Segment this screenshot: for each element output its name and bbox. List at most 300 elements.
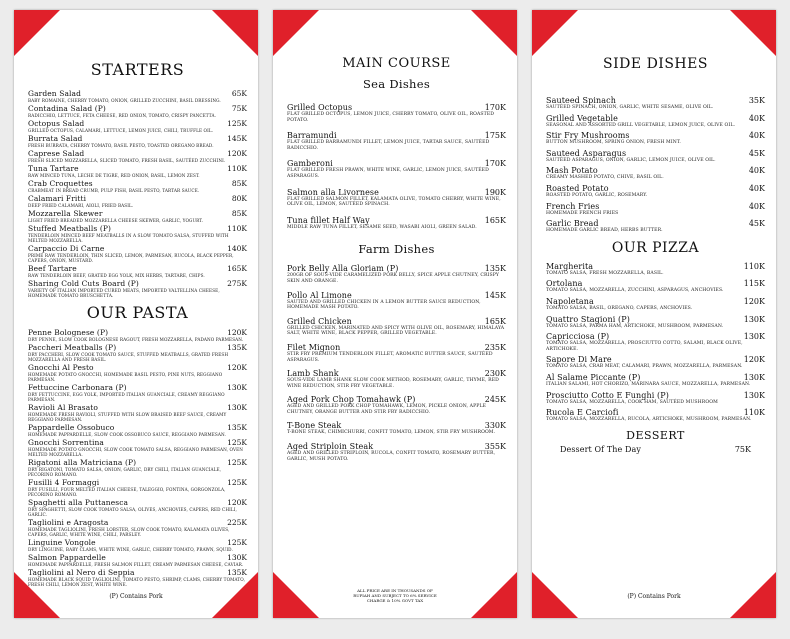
menu-item (28, 164, 247, 178)
pizza-list (546, 262, 765, 423)
menu-item-description: FLAT GRILLED OCTOPUS, LEMON JUICE, CHERRY TOMATO, OLIVE OIL, ROASTED POTATO. (287, 112, 495, 123)
menu-item-name: Aged Pork Chop Tomahawk (P) (287, 395, 416, 405)
menu-item-price: 40K (748, 113, 765, 123)
menu-item-row (287, 291, 506, 300)
menu-item-description: ITALIAN SALAMI, HOT CHORIZO, MARINARA SAUCE, MOZZARELLA, PARMESAN. (546, 381, 751, 387)
menu-item-row (546, 219, 765, 228)
menu-item-price: 40K (748, 201, 765, 211)
menu-item (28, 104, 247, 118)
menu-item-description: CREAMY MASHED POTATO, CHIVE, BASIL OIL. (546, 175, 664, 181)
menu-item-price: 120K (743, 355, 765, 365)
menu-item-description: RAW MINCED TUNA, LECHE DE TIGRE, RED ONION, BASIL, LEMON ZEST. (28, 173, 200, 178)
menu-item-description: HOMEMADE PAPPARDELLE, SLOW COOK OSSOBUCO SAUCE, REGGIANO PARMESAN. (28, 432, 226, 437)
menu-item-description: TOMATO SALSA, PARMA HAM, ARTICHOKE, MUSHROOM, PARMESAN. (546, 323, 724, 329)
menu-item-price: 165K (484, 316, 506, 326)
menu-item (28, 89, 247, 103)
menu-item-name: Sauteed Asparagus (546, 148, 627, 158)
menu-item-description: FLAT GRILLED FRESH PRAWN, WHITE WINE, GARLIC, LEMON JUICE, SAUTÉED ASPARAGUS. (287, 168, 489, 179)
menu-item-price: 225K (227, 518, 247, 527)
menu-item-row (28, 89, 247, 98)
menu-item-description: DRY FUSILLI, FOUR MELTED ITALIAN CHEESE, TALEGGIO, FONTINA, GORGONZOLA, PECORINO ROMANO. (28, 487, 226, 497)
menu-item-row (28, 104, 247, 113)
dessert-name: Dessert Of The Day (560, 444, 642, 454)
menu-item-row (546, 262, 765, 271)
menu-item-price: 165K (227, 264, 247, 273)
menu-item-price: 130K (227, 383, 247, 392)
menu-item-row (28, 343, 247, 352)
menu-item-price: 330K (484, 421, 506, 431)
menu-item-price: 110K (743, 261, 765, 271)
menu-item-name: Mash Potato (546, 166, 598, 176)
red-corner-decoration (273, 10, 319, 56)
menu-item-row (28, 438, 247, 447)
menu-item (287, 291, 506, 311)
menu-item-description: FLAT GRILLED BARRAMUNDI FILLET, LEMON JUICE, TARTAR SAUCE, SAUTÉED RADICCHIO. (287, 140, 490, 151)
menu-item-description: TOMATO SALSA, MOZZARELLA, PROSCIUTTO COTTO, SALAMI, BLACK OLIVE, ARTICHOKE. (546, 341, 743, 352)
menu-item-price: 120K (227, 363, 247, 372)
menu-item-description: SOUS-VIDE LAMB SHANK SLOW COOK METHOD, ROSEMARY, GARLIC, THYME, RED WINE REDUCTION, STIR FRY VEGETABLE. (287, 378, 499, 389)
menu-item-row (28, 498, 247, 507)
menu-item (28, 363, 247, 382)
menu-item-name: Octopus Salad (28, 119, 85, 128)
menu-item-price: 110K (743, 408, 765, 418)
menu-item-price: 355K (484, 442, 506, 452)
menu-item-description: FLAT GRILLED SALMON FILLET, KALAMATA OLIVE, TOMATO CHERRY, WHITE WINE, OLIVE OIL, LEMON, SAUTÉED SPINACH. (287, 196, 501, 208)
menu-item-name: Prosciutto Cotto E Funghi (P) (546, 390, 669, 400)
menu-item-name: Paccheri Meatballs (P) (28, 343, 117, 352)
menu-item-price: 170K (484, 159, 506, 169)
starters-list (28, 89, 247, 298)
pork-note: (P) Contains Pork (627, 593, 681, 600)
menu-item-name: Pork Belly Alla Gloriam (P) (287, 264, 399, 274)
menu-item-price: 125K (227, 119, 247, 128)
pork-note: (P) Contains Pork (109, 593, 163, 600)
farm-dishes-list (287, 264, 506, 462)
menu-item-name: Sapore Di Mare (546, 355, 612, 365)
menu-item-name: Grilled Octopus (287, 103, 353, 112)
menu-item-description: BABY ROMAINE, CHERRY TOMATO, ONION, GRILLED ZUCCHINI, BASIL DRESSING. (28, 98, 221, 103)
menu-item (546, 391, 765, 406)
menu-item (287, 103, 506, 123)
section-title-side-dishes: SIDE DISHES (603, 56, 708, 72)
menu-item-row (28, 568, 247, 577)
menu-item-description: AGED AND GRILLED STRIPLOIN, RUCOLA, CONFIT TOMATO, ROSEMARY BUTTER, GARLIC, MUSH POTATO. (287, 451, 496, 462)
red-corner-decoration (532, 10, 578, 56)
menu-item-row (28, 209, 247, 218)
menu-item-description: TOMATO SALSA, MOZZARELLA, COOK HAM, SAUTÉED MUSHROOM (546, 399, 718, 405)
menu-item-row (546, 315, 765, 324)
menu-item-description: DRY PENNE, SLOW COOK BOLOGNESE RAGOUT, FRESH MOZZARELLA, PADANO PARMESAN. (28, 337, 244, 342)
menu-item-name: Salmon alla Livornese (287, 187, 379, 197)
menu-item-description: MIDDLE RAW TUNA FILLET, SESAME SEED, WASABI AIOLI, GREEN SALAD. (287, 224, 477, 230)
menu-item (546, 315, 765, 330)
menu-item-name: Aged Striploin Steak (287, 442, 374, 452)
menu-item-name: Napoletana (546, 296, 594, 306)
menu-item-row (287, 188, 506, 197)
menu-item (28, 119, 247, 133)
menu-item-row (28, 423, 247, 432)
subsection-title-farm: Farm Dishes (358, 242, 435, 257)
menu-item (546, 114, 765, 129)
menu-item-row (28, 328, 247, 337)
menu-item-name: Salmon Pappardelle (28, 553, 106, 562)
menu-item-row (28, 194, 247, 203)
menu-item-row (546, 297, 765, 306)
menu-item (287, 264, 506, 284)
menu-item-row (546, 332, 765, 341)
menu-item-name: Tagliolini al Nero di Seppia (28, 568, 135, 577)
menu-item (28, 343, 247, 362)
menu-item-row (546, 202, 765, 211)
red-corner-decoration (471, 10, 517, 56)
menu-item-description: HOMEMADE FRESH RAVIOLI, STUFFED WITH SLOW BRAISED BEEF SAUCE, CREAMY REGGIANO PARMESAN. (28, 412, 227, 422)
side-dishes-list (546, 96, 765, 234)
menu-item-name: T-Bone Steak (287, 421, 342, 431)
menu-item-price: 40K (748, 131, 765, 141)
menu-item (28, 478, 247, 497)
menu-item-name: Tagliolini e Aragosta (28, 518, 109, 527)
menu-item-row (28, 383, 247, 392)
menu-item-description: TOMATO SALSA, MOZZARELLA, ZUCCHINI, ASPARAGUS, ANCHOVIES. (546, 288, 724, 294)
menu-item-description: ROASTED POTATO, GARLIC, ROSEMARY. (546, 192, 648, 198)
menu-item-name: Stir Fry Mushrooms (546, 131, 630, 141)
menu-item-price: 65K (231, 89, 247, 98)
menu-item (287, 343, 506, 363)
menu-item-name: Calamari Fritti (28, 194, 87, 203)
menu-item-description: DRY PACCHERI, SLOW COOK TOMATO SAUCE, STUFFED MEATBALLS, GRATED FRESH MOZZARELLA AND FRESH BASIL. (28, 352, 229, 362)
menu-item-description: SAUTÉED ASPARAGUS, ONION, GARLIC, LEMON JUICE, OLIVE OIL. (546, 157, 716, 163)
menu-item-price: 230K (484, 369, 506, 379)
section-title-dessert: DESSERT (626, 428, 685, 442)
menu-item-name: Fusilli 4 Formaggi (28, 478, 100, 487)
menu-item (287, 188, 506, 208)
menu-item (546, 355, 765, 370)
menu-item (28, 328, 247, 342)
menu-item-row (546, 408, 765, 417)
menu-item-price: 135K (227, 568, 247, 577)
menu-item (28, 244, 247, 263)
menu-item-name: Pollo Al Limone (287, 290, 352, 300)
sea-dishes-list (287, 103, 506, 230)
menu-item-row (28, 224, 247, 233)
menu-item-price: 125K (227, 438, 247, 447)
menu-item (28, 498, 247, 517)
menu-item-name: Spaghetti alla Puttanesca (28, 498, 129, 507)
menu-item-price: 275K (227, 279, 247, 288)
menu-item-name: Barramundi (287, 131, 337, 141)
menu-item-description: VARIETY OF ITALIAN IMPORTED CURED MEATS, IMPORTED VALTELLINA CHEESE, HOMEMADE TOMATO BRUSCHETTA. (28, 288, 220, 298)
menu-item-name: Grilled Vegetable (546, 113, 619, 123)
menu-item-name: Al Salame Piccante (P) (546, 372, 641, 382)
menu-item-row (287, 131, 506, 140)
menu-item-price: 80K (231, 194, 247, 203)
menu-item-row (546, 355, 765, 364)
menu-item-name: French Fries (546, 201, 600, 211)
menu-item (287, 442, 506, 462)
menu-panel-starters-pasta (14, 10, 258, 618)
menu-item-row (546, 149, 765, 158)
menu-item-description: HOMEMADE POTATO GNOCCHI, HOMEMADE BASIL PESTO, PINE NUTS, REGGIANO PARMESAN. (28, 372, 223, 382)
menu-item-row (28, 164, 247, 173)
menu-item-price: 130K (743, 372, 765, 382)
menu-item (546, 96, 765, 111)
menu-item-row (28, 363, 247, 372)
menu-item-name: Gnocchi Sorrentina (28, 438, 104, 447)
menu-item-row (287, 103, 506, 112)
menu-item-description: TENDERLOIN MINCED BEEF MEATBALLS IN A SLOW TOMATO SALSA, STUFFED WITH MELTED MOZZARELLA. (28, 233, 229, 243)
menu-item (28, 458, 247, 477)
menu-item-price: 120K (743, 296, 765, 306)
menu-item (546, 184, 765, 199)
menu-item-row (28, 478, 247, 487)
menu-item-row (287, 264, 506, 273)
menu-item-name: Capricciosa (P) (546, 332, 610, 342)
menu-item-price: 190K (484, 187, 506, 197)
menu-item-description: TOMATO SALSA, FRESH MOZZARELLA, BASIL. (546, 270, 664, 276)
menu-item-description: HOMEMADE BLACK SQUID TAGLIOLINI, TOMATO PESTO, SHRIMP, CLAMS, CHERRY TOMATO, FRESH CHILI, LEMON ZEST, WHITE WINE. (28, 577, 246, 587)
menu-item (287, 317, 506, 337)
menu-item-description: AGED AND GRILLED PORK CHOP TOMAHAWK, LEMON, PICKLE ONION, APPLE CHUTNEY, ORANGE BUTTER AND STIR FRY RADICCHIO. (287, 404, 487, 415)
menu-item-price: 120K (227, 328, 247, 337)
menu-item (28, 553, 247, 567)
menu-item-row (28, 403, 247, 412)
menu-item-description: BUTTON MUSHROOM, SPRING ONION, FRESH MINT. (546, 140, 681, 146)
menu-item-description: GRILLED CHICKEN, MARINATED AND SPICY WITH OLIVE OIL, ROSEMARY, HIMALAYA SALT, WHITE WINE, BLACK PEPPER, GRILLED VEGETABLE. (287, 325, 505, 337)
menu-item-name: Sauteed Spinach (546, 96, 616, 105)
menu-item (546, 219, 765, 234)
menu-item-description: RAW TENDERLOIN BEEF, GRATED EGG YOLK, MIX HERBS, TARTARE, CHIPS. (28, 273, 205, 278)
menu-item-name: Penne Bolognese (P) (28, 328, 109, 337)
menu-item-name: Burrata Salad (28, 134, 83, 143)
menu-item (546, 262, 765, 277)
menu-item-row (546, 391, 765, 400)
menu-item-price: 125K (227, 478, 247, 487)
menu-item (546, 408, 765, 423)
menu-item-price: 135K (227, 343, 247, 352)
menu-item (287, 216, 506, 231)
menu-item-price: 85K (231, 209, 247, 218)
menu-item (546, 373, 765, 388)
menu-item-name: Fettuccine Carbonara (P) (28, 383, 127, 392)
menu-item (28, 423, 247, 437)
section-title-starters: STARTERS (90, 60, 185, 79)
menu-item (546, 202, 765, 217)
menu-item-description: HOMEMADE POTATO GNOCCHI, SLOW COOK TOMATO SALSA, REGGIANO PARMESAN, OVEN MELTED MOZZARELLA. (28, 447, 244, 457)
menu-item-row (28, 279, 247, 288)
menu-item-name: Pappardelle Ossobuco (28, 423, 115, 432)
menu-item-name: Lamb Shank (287, 369, 339, 379)
menu-item (546, 166, 765, 181)
menu-item-price: 85K (231, 179, 247, 188)
menu-item-description: HOMEMADE PAPPARDELLE, FRESH SALMON FILLET, CREAMY PARMESAN CHEESE, CAVIAR. (28, 562, 244, 567)
menu-item-row (28, 149, 247, 158)
menu-item (28, 179, 247, 193)
menu-item-price: 120K (227, 498, 247, 507)
menu-item (28, 383, 247, 402)
menu-item-name: Mozzarella Skewer (28, 209, 103, 218)
menu-item-name: Garlic Bread (546, 219, 599, 229)
menu-item-description: DRY RIGATONI, TOMATO SALSA, ONION, GARLIC, DRY CHILI, ITALIAN GUANCIALE, PECORINO ROMANO. (28, 467, 222, 477)
red-corner-decoration (14, 10, 60, 56)
menu-item (28, 209, 247, 223)
menu-item-description: DRY FETTUCCINE, EGG YOLK, IMPORTED ITALIAN GUANCIALE, CREAMY REGGIANO PARMESAN. (28, 392, 225, 402)
menu-item-price: 130K (227, 553, 247, 562)
price-fine-print: ALL PRICE ARE IN THOUSANDS OF RUPIAH AND SUBJECT TO 6% SERVICE CHARGE & 10% GOVT TAX (353, 588, 437, 603)
menu-item-description: TOMATO SALSA, MOZZARELLA, RUCOLA, ARTICHOKE, MUSHROOM, PARMESAN. (546, 417, 752, 423)
menu-item-price: 115K (743, 279, 765, 289)
menu-item-name: Caprese Salad (28, 149, 85, 158)
menu-item-row (28, 458, 247, 467)
menu-item-row (546, 184, 765, 193)
dessert-price: 75K (734, 444, 751, 454)
menu-item-name: Sharing Cold Cuts Board (P) (28, 279, 139, 288)
menu-item-description: HOMEMADE TAGLIOLINI, FRESH LOBSTER, SLOW COOK TOMATO, KALAMATA OLIVES, CAPERS, GARLIC, WHITE WINE, CHILI, PARSLEY. (28, 527, 230, 537)
menu-item-name: Carpaccio Di Carne (28, 244, 105, 253)
menu-item (287, 159, 506, 179)
menu-item-description: HOMEMADE GARLIC BREAD, HERBS BUTTER. (546, 228, 663, 234)
menu-item-name: Contadina Salad (P) (28, 104, 106, 113)
menu-item-row (287, 216, 506, 225)
menu-item (28, 538, 247, 552)
menu-item-price: 235K (484, 342, 506, 352)
menu-item-price: 40K (748, 183, 765, 193)
menu-item-row (28, 538, 247, 547)
menu-item (28, 568, 247, 587)
menu-item-price: 165K (484, 215, 506, 225)
menu-item (28, 518, 247, 537)
menu-item (28, 194, 247, 208)
menu-item (287, 395, 506, 415)
menu-item-name: Linguine Vongole (28, 538, 96, 547)
menu-item (28, 403, 247, 422)
menu-item (546, 279, 765, 294)
menu-item-price: 135K (227, 423, 247, 432)
menu-item-price: 145K (227, 134, 247, 143)
menu-item-description: LIGHT FRIED BREADED MOZZARELLA CHEESE SKEWER, GARLIC, YOGURT. (28, 218, 204, 223)
menu-item-description: DRY LINGUINE, BABY CLAMS, WHITE WINE, GARLIC, CHERRY TOMATO, PRAWN, SQUID. (28, 547, 233, 552)
menu-item-name: Margherita (546, 261, 594, 271)
red-corner-decoration (730, 10, 776, 56)
menu-item-name: Rigatoni alla Matriciana (P) (28, 458, 137, 467)
menu-item-price: 45K (748, 219, 765, 229)
menu-item-price: 140K (227, 244, 247, 253)
menu-item-row (287, 395, 506, 404)
menu-item-name: Tuna Tartare (28, 164, 79, 173)
subsection-title-sea: Sea Dishes (362, 77, 431, 91)
menu-item (287, 421, 506, 436)
menu-item (287, 131, 506, 151)
menu-item-name: Grilled Chicken (287, 316, 352, 326)
menu-item-row (28, 119, 247, 128)
menu-item-description: SAUTÉED SPINACH, ONION, GARLIC, WHITE SESAME, OLIVE OIL. (546, 105, 714, 110)
menu-item-price: 40K (748, 166, 765, 176)
menu-item-price: 125K (227, 538, 247, 547)
menu-item-description: CRABMEAT IN BREAD CRUMB, PULP FISH, BASIL PESTO, TARTAR SAUCE. (28, 188, 200, 193)
menu-item-row (28, 134, 247, 143)
menu-item-price: 120K (227, 149, 247, 158)
menu-item (546, 332, 765, 352)
section-title-pizza: OUR PIZZA (611, 239, 700, 256)
menu-item-description: STIR FRY PREMIUM TENDERLOIN FILLET, AROMATIC BUTTER SAUCE, SAUTÉED ASPARAGUS. (287, 351, 493, 363)
menu-item-description: HOMEMADE FRENCH FRIES (546, 210, 619, 216)
menu-item (28, 279, 247, 298)
menu-item (28, 438, 247, 457)
menu-item-description: DRY SPAGHETTI, SLOW COOK TOMATO SALSA, OLIVES, ANCHOVIES, CAPERS, RED CHILI, GARLIC. (28, 507, 237, 517)
dessert-item (546, 445, 765, 454)
menu-item-description: DEEP FRIED CALAMARI, AIOLI, FRIED BASIL. (28, 203, 134, 208)
menu-item (546, 131, 765, 146)
menu-item-price: 45K (748, 148, 765, 158)
menu-item (287, 369, 506, 389)
menu-item-description: SEASONAL AND ASSORTED GRILL VEGETABLE, LEMON JUICE, OLIVE OIL. (546, 122, 736, 128)
menu-item-description: RADICCHIO, LETTUCE, FETA CHEESE, RED ONION, TOMATO, CRISPY PANCETTA. (28, 113, 216, 118)
menu-item-price: 110K (227, 164, 247, 173)
menu-item-price: 130K (743, 390, 765, 400)
menu-item-name: Ravioli Al Brasato (28, 403, 99, 412)
menu-item-description: SAUTED AND GRILLED CHICKEN IN A LEMON BUTTER SAUCE REDUCTION, HOMEMADE MASH POTATO. (287, 299, 481, 311)
menu-item-price: 245K (484, 395, 506, 405)
menu-item (28, 224, 247, 243)
menu-item (28, 149, 247, 163)
menu-item-row (287, 369, 506, 378)
menu-item-name: Gamberoni (287, 159, 333, 169)
menu-item (546, 297, 765, 312)
menu-item-price: 130K (227, 403, 247, 412)
section-title-main-course: MAIN COURSE (342, 56, 451, 71)
menu-panel-main-course (273, 10, 517, 618)
menu-item-row (546, 131, 765, 140)
menu-item-name: Rucola E Carciofi (546, 408, 619, 418)
menu-item-name: Garden Salad (28, 89, 81, 98)
menu-item-name: Roasted Potato (546, 183, 609, 193)
menu-item-name: Gnocchi Al Pesto (28, 363, 94, 372)
menu-item-name: Stuffed Meatballs (P) (28, 224, 112, 233)
menu-item-description: T-BONE STEAK, CHIMICHURRI, CONFIT TOMATO, LEMON, STIR FRY MUSHROOM. (287, 430, 496, 436)
menu-item (28, 134, 247, 148)
menu-item-description: TOMATO SALSA, BASIL, OREGANO, CAPERS, ANCHOVIES. (546, 305, 693, 311)
menu-item-description: 200GR OF SOUS-VIDE CARAMELIZED PORK BELLY, SPICE APPLE CHUTNEY, CRISPY SKIN AND ORANGE. (287, 273, 500, 284)
menu-panel-sides-pizza-dessert (532, 10, 776, 618)
menu-item-name: Crab Croquettes (28, 179, 93, 188)
menu-item-price: 145K (484, 290, 506, 300)
menu-item-name: Quattro Stagioni (P) (546, 314, 630, 324)
menu-item-name: Filet Mignon (287, 342, 341, 352)
menu-item-description: PRIME RAW TENDERLOIN, THIN SLICED, LEMON, PARMESAN, RUCOLA, BLACK PEPPER, CAPERS, ONION, MUSTARD. (28, 253, 234, 263)
menu-item-name: Ortolana (546, 279, 583, 289)
menu-item-row (546, 373, 765, 382)
menu-item (28, 264, 247, 278)
menu-item-name: Beef Tartare (28, 264, 77, 273)
menu-item-description: FRESH SLICED MOZZARELLA, SLICED TOMATO, FRESH BASIL, SAUTÉED ZUCCHINI. (28, 158, 226, 163)
menu-item-price: 135K (484, 264, 506, 274)
menu-item-price: 110K (227, 224, 247, 233)
menu-item-row (287, 442, 506, 451)
pasta-list (28, 328, 247, 587)
menu-item-row (28, 553, 247, 562)
menu-item-row (28, 244, 247, 253)
section-title-pasta: OUR PASTA (86, 303, 189, 322)
red-corner-decoration (212, 10, 258, 56)
menu-item-price: 130K (743, 314, 765, 324)
menu-item-price: 175K (484, 131, 506, 141)
menu-item-description: GRILLED OCTOPUS, CALAMARI, LETTUCE, LEMON JUICE, CHILI, TRUFFLE OIL. (28, 128, 214, 133)
menu-item-price: 130K (743, 332, 765, 342)
menu-item-row (287, 317, 506, 326)
menu-item-description: TOMATO SALSA, CRAB MEAT, CALAMARI, PRAWN, MOZZARELLA, PARMESAN. (546, 364, 743, 370)
menu-item-price: 35K (748, 96, 765, 105)
menu-item-row (287, 343, 506, 352)
menu-item-name: Tuna fillet Half Way (287, 215, 370, 225)
